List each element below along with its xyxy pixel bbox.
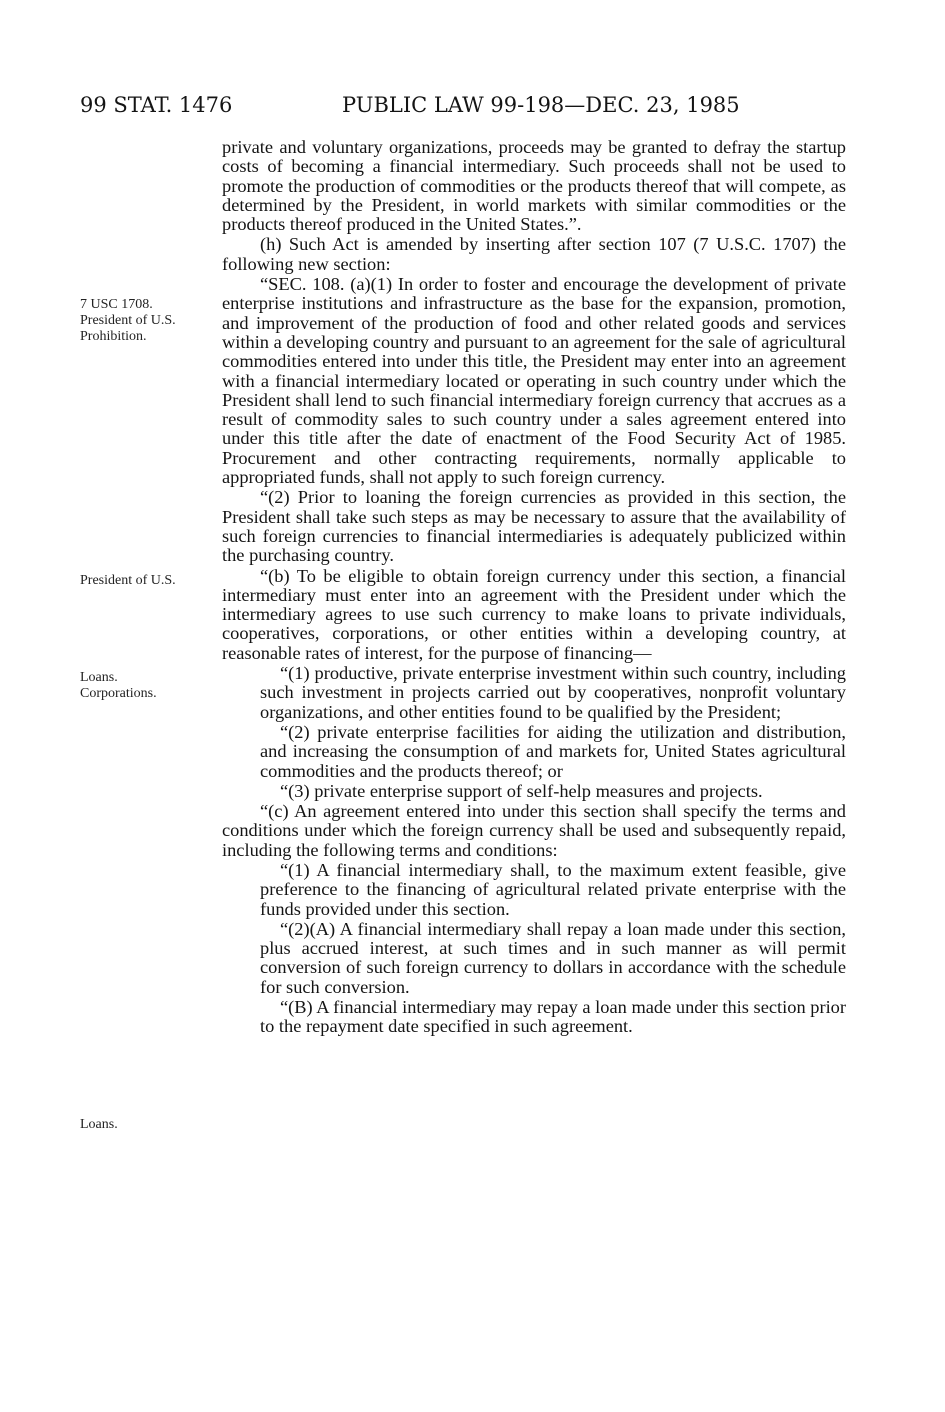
paragraph-section-108-a2: “(2) Prior to loaning the foreign currencies as provided in this section, the President shall take such steps as may be necessary to assure that the availability of such foreign currencies to financial intermediaries is adequately publicized within the purchasing country. <box>222 487 846 566</box>
page-number: 99 STAT. 1476 <box>80 93 233 117</box>
margin-note-president: President of U.S. <box>80 313 176 328</box>
list-item-b2: “(2) private enterprise facilities for aiding the utilization and distribution, and increasing the consumption of and markets for, United States agricultural commodities and the products thereof; or <box>260 721 846 781</box>
margin-note-loans-2: Loans. <box>80 1117 118 1132</box>
margin-note-prohibition: Prohibition. <box>80 329 147 344</box>
list-item-b3: “(3) private enterprise support of self-help measures and projects. <box>280 780 763 801</box>
statute-body <box>222 138 846 1037</box>
margin-note-corporations: Corporations. <box>80 686 157 701</box>
margin-note-loans: Loans. <box>80 670 118 685</box>
paragraph-section-108-c: “(c) An agreement entered into under this section shall specify the terms and conditions under which the foreign currency shall be used and subsequently repaid, including the following terms and conditions: <box>222 801 846 860</box>
paragraph-subsection-h: (h) Such Act is amended by inserting after section 107 (7 U.S.C. 1707) the following new section: <box>222 234 846 274</box>
list-item-c2b: “(B) A financial intermediary may repay a loan made under this section prior to the repayment date specified in such agreement. <box>260 997 846 1037</box>
list-item-b1: “(1) productive, private enterprise investment within such country, including such investment in projects carried out by cooperatives, nonprofit voluntary organizations, and other entities found to be qualified by the President; <box>260 663 846 722</box>
paragraph-section-108-b: “(b) To be eligible to obtain foreign currency under this section, a financial intermediary must enter into an agreement with the President under which the intermediary agrees to use such currency to make loans to private individuals, cooperatives, corporations, or other entities within a developing country, at reasonable rates of interest, for the purpose of financing— <box>222 565 846 663</box>
paragraph-continuation: private and voluntary organizations, proceeds may be granted to defray the startup costs of becoming a financial intermediary. Such proceeds shall not be used to promote the production of commodities or the products thereof that will compete, as determined by the President, in world markets with similar commodities or the products thereof produced in the United States.”. <box>222 137 846 235</box>
paragraph-section-108-a1: “SEC. 108. (a)(1) In order to foster and encourage the development of private enterprise institutions and infrastructure as the base for the expansion, promotion, and improvement of the production of food and other related goods and services within a developing country and pursuant to an agreement for the sale of agricultural commodities entered into under this title, the President may enter into an agreement with a financial intermediary located or operating in such country under which the President shall lend to such financial intermediary foreign currency that accrues as a result of commodity sales to such country under a sales agreement entered into under this title after the date of enactment of the Food Security Act of 1985. Procurement and other contracting requirements, normally applicable to appropriated funds, shall not apply to such foreign currency. <box>222 274 846 488</box>
list-item-c2a: “(2)(A) A financial intermediary shall repay a loan made under this section, plus accrued interest, at such times and in such manner as will permit conversion of such foreign currency to dollars in accordance with the schedule for such conversion. <box>260 918 846 997</box>
margin-note-president-2: President of U.S. <box>80 573 176 588</box>
list-item-c1: “(1) A financial intermediary shall, to the maximum extent feasible, give preference to the financing of agricultural related private enterprise with the funds provided under this section. <box>260 859 846 919</box>
running-head: PUBLIC LAW 99-198—DEC. 23, 1985 <box>342 93 740 117</box>
margin-note-usc-citation: 7 USC 1708. <box>80 297 153 312</box>
